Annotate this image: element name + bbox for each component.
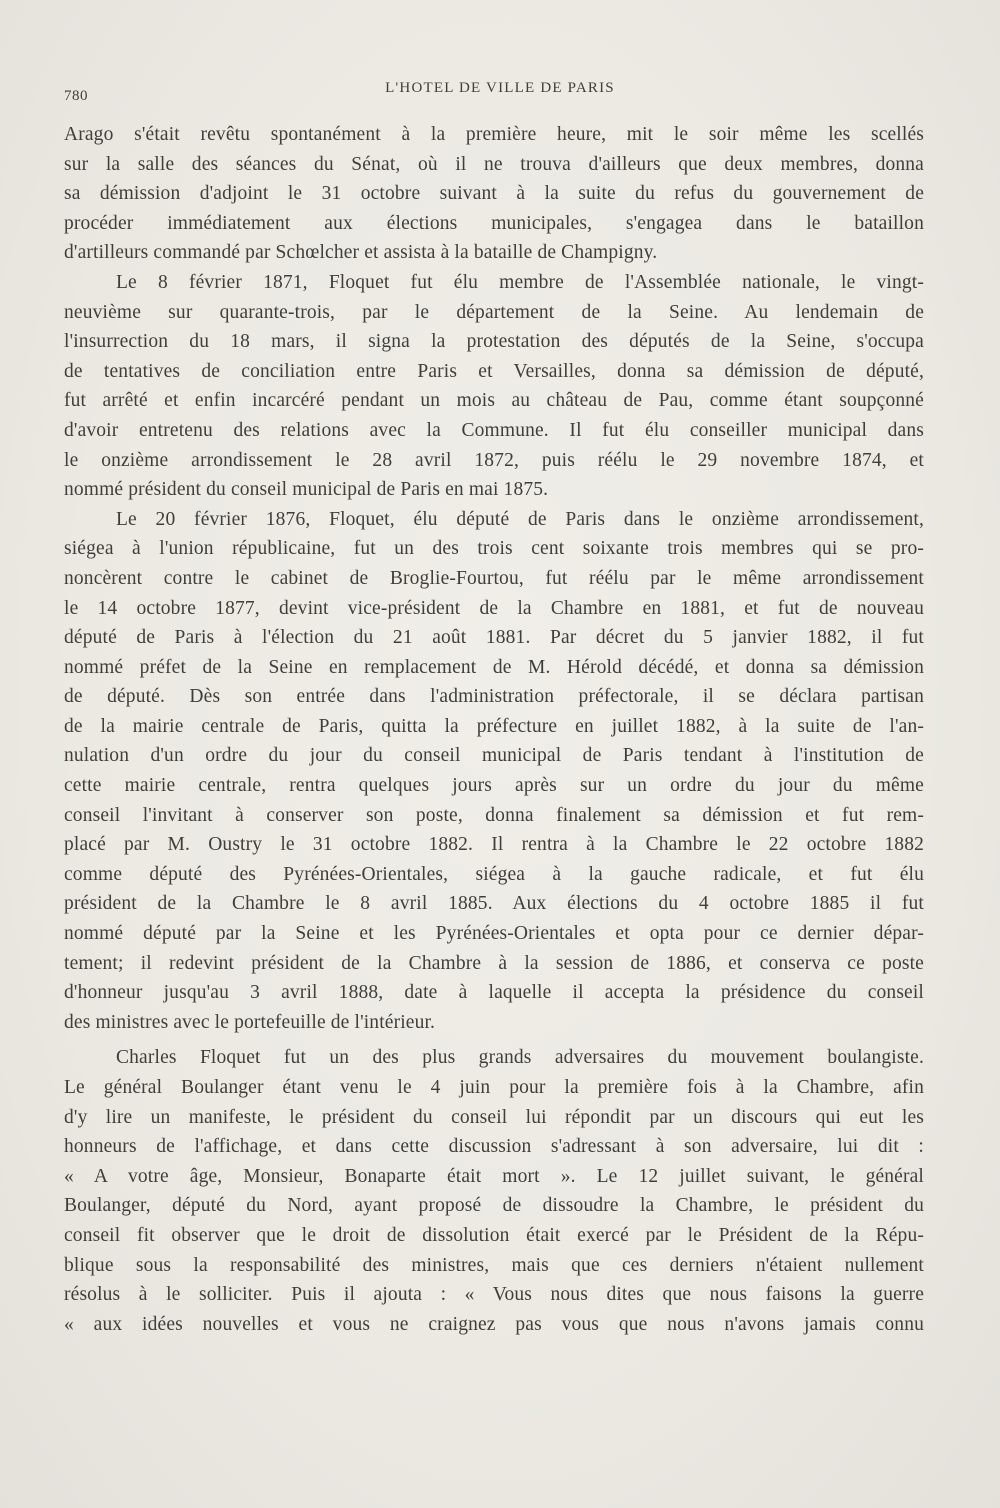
text-line: « aux idées nouvelles et vous ne craignez pas vous que nous n'avons jamais connu [64, 1313, 924, 1335]
text-line: député de Paris à l'élection du 21 août 1881. Par décret du 5 janvier 1882, il fut [64, 627, 924, 649]
text-line: comme député des Pyrénées-Orientales, siégea à la gauche radicale, et fut élu [64, 863, 924, 885]
text-line: d'artilleurs commandé par Schœlcher et assista à la bataille de Champigny. [64, 242, 658, 264]
text-line: résolus à le solliciter. Puis il ajouta : « Vous nous dites que nous faisons la guerre [64, 1284, 924, 1306]
text-line: « A votre âge, Monsieur, Bonaparte était mort ». Le 12 juillet suivant, le général [64, 1165, 924, 1187]
text-line: d'avoir entretenu des relations avec la Commune. Il fut élu conseiller municipal dans [64, 419, 924, 441]
text-line: Le 8 février 1871, Floquet fut élu membre de l'Assemblée nationale, le vingt- [116, 271, 924, 293]
text-line: procéder immédiatement aux élections municipales, s'engagea dans le bataillon [64, 212, 924, 234]
text-line: conseil fit observer que le droit de dissolution était exercé par le Président de la Répu- [64, 1224, 924, 1246]
text-line: Boulanger, député du Nord, ayant proposé de dissoudre la Chambre, le président du [64, 1195, 924, 1217]
text-line: cette mairie centrale, rentra quelques jours après sur un ordre du jour du même [64, 775, 924, 797]
paragraph [64, 505, 924, 1038]
text-line: de député. Dès son entrée dans l'administration préfectorale, il se déclara partisan [64, 686, 924, 708]
paragraph [64, 1043, 924, 1339]
text-line: sur la salle des séances du Sénat, où il ne trouva d'ailleurs que deux membres, donna [64, 153, 924, 175]
text-line: Arago s'était revêtu spontanément à la première heure, mit le soir même les scellés [64, 124, 924, 145]
text-line: des ministres avec le portefeuille de l'intérieur. [64, 1011, 436, 1033]
text-line: d'honneur jusqu'au 3 avril 1888, date à laquelle il accepta la présidence du conseil [64, 982, 924, 1004]
body-text [64, 120, 924, 1339]
text-line: de la mairie centrale de Paris, quitta la préfecture en juillet 1882, à la suite de l'an- [64, 715, 924, 737]
text-line: nulation d'un ordre du jour du conseil municipal de Paris tendant à l'institution de [64, 745, 924, 767]
text-line: blique sous la responsabilité des ministres, mais que ces derniers n'étaient nullement [64, 1254, 924, 1276]
text-line: nommé président du conseil municipal de Paris en mai 1875. [64, 479, 549, 501]
text-line: Le 20 février 1876, Floquet, élu député de Paris dans le onzième arrondissement, [116, 508, 924, 530]
text-line: honneurs de l'affichage, et dans cette discussion s'adressant à son adversaire, lui dit : [64, 1136, 924, 1158]
text-line: siégea à l'union républicaine, fut un des trois cent soixante trois membres qui se pro- [64, 538, 924, 560]
text-line: de tentatives de conciliation entre Paris et Versailles, donna sa démission de député, [64, 360, 924, 382]
text-line: Le général Boulanger étant venu le 4 juin pour la première fois à la Chambre, afin [64, 1077, 924, 1098]
paragraph [64, 268, 924, 505]
text-line: sa démission d'adjoint le 31 octobre suivant à la suite du refus du gouvernement de [64, 183, 924, 205]
text-line: le onzième arrondissement le 28 avril 1872, puis réélu le 29 novembre 1874, et [64, 449, 924, 471]
text-line: noncèrent contre le cabinet de Broglie-Fourtou, fut réélu par le même arrondissement [64, 567, 924, 589]
text-line: tement; il redevint président de la Chambre à la session de 1886, et conserva ce poste [64, 952, 924, 974]
text-line: président de la Chambre le 8 avril 1885. Aux élections du 4 octobre 1885 il fut [64, 893, 924, 915]
text-line: conseil l'invitant à conserver son poste, donna finalement sa démission et fut rem- [64, 804, 924, 826]
running-title: L'HOTEL DE VILLE DE PARIS [385, 80, 615, 96]
text-line: le 14 octobre 1877, devint vice-président de la Chambre en 1881, et fut de nouveau [64, 597, 924, 619]
text-line: nommé député par la Seine et les Pyrénées-Orientales et opta pour ce dernier dépar- [64, 923, 924, 945]
text-line: d'y lire un manifeste, le président du conseil lui répondit par un discours qui eut les [64, 1106, 924, 1128]
page-number: 780 [64, 88, 88, 104]
text-line: Charles Floquet fut un des plus grands adversaires du mouvement boulangiste. [116, 1047, 924, 1069]
text-line: l'insurrection du 18 mars, il signa la protestation des députés de la Seine, s'occupa [64, 331, 924, 353]
text-line: nommé préfet de la Seine en remplacement de M. Hérold décédé, et donna sa démission [64, 656, 924, 678]
text-line: neuvième sur quarante-trois, par le département de la Seine. Au lendemain de [64, 301, 924, 323]
text-line: placé par M. Oustry le 31 octobre 1882. Il rentra à la Chambre le 22 octobre 1882 [64, 834, 924, 856]
text-line: fut arrêté et enfin incarcéré pendant un mois au château de Pau, comme étant soupçonné [64, 390, 924, 412]
paragraph [64, 120, 924, 268]
